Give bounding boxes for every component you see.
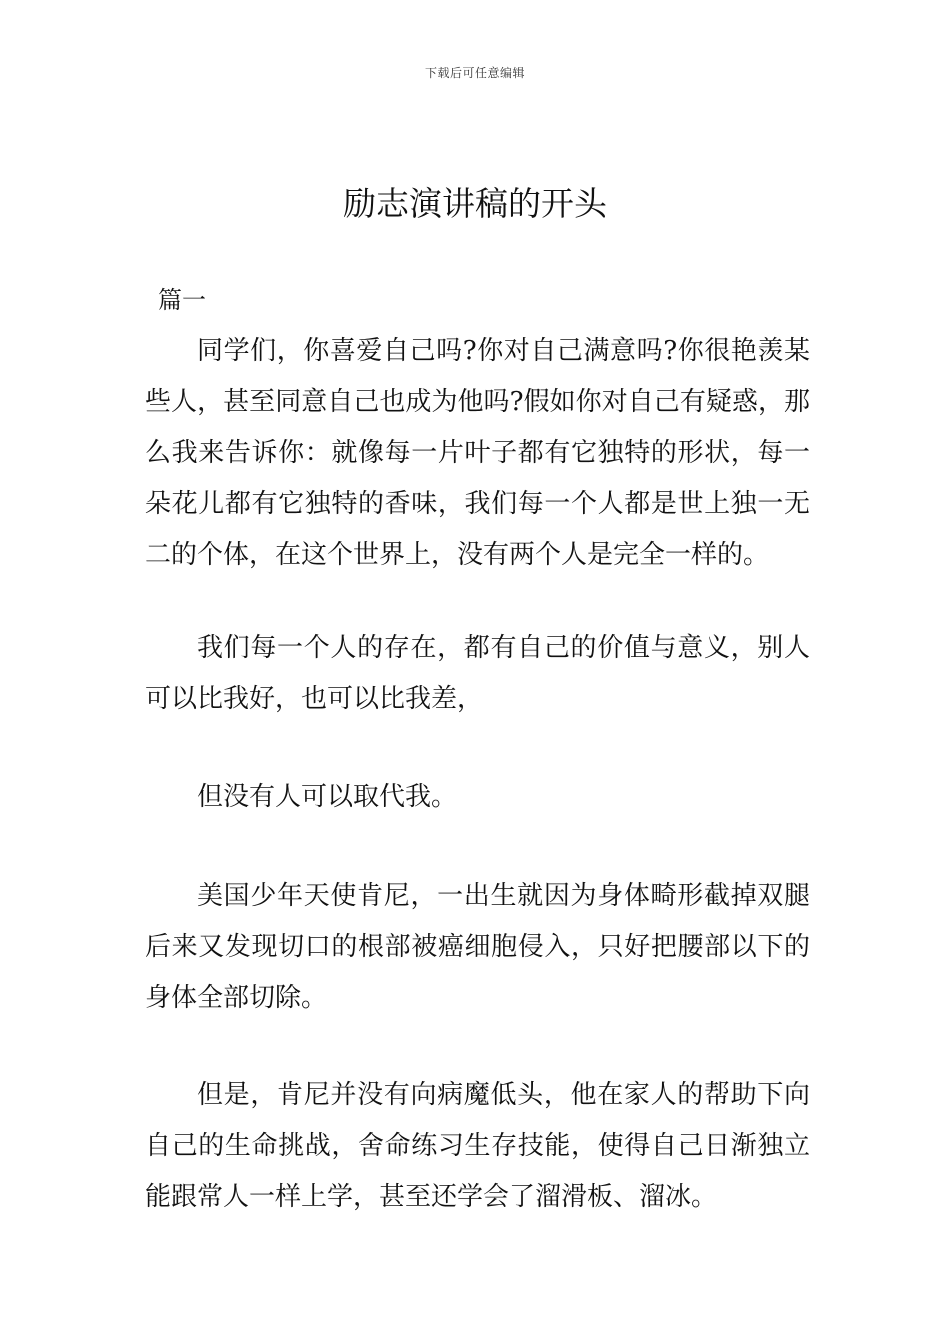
paragraph-5: 但是，肯尼并没有向病魔低头，他在家人的帮助下向自己的生命挑战，舍命练习生存技能，使得自己日渐独立能跟常人一样上学，甚至还学会了溜滑板、溜冰。: [145, 1080, 810, 1212]
paragraph-1: 同学们，你喜爱自己吗?你对自己满意吗?你很艳羡某些人，甚至同意自己也成为他吗?假如你对自己有疑惑，那么我来告诉你：就像每一片叶子都有它独特的形状，每一朵花儿都有它独特的香味，我们每一个人都是世上独一无二的个体，在这个世界上，没有两个人是完全一样的。: [145, 336, 810, 570]
document-title: 励志演讲稿的开头: [343, 184, 607, 223]
paragraph-3: 但没有人可以取代我。: [197, 782, 458, 812]
section-label: 篇一: [158, 286, 206, 314]
page-header-note: 下载后可任意编辑: [424, 66, 525, 80]
paragraph-2: 我们每一个人的存在，都有自己的价值与意义，别人可以比我好，也可以比我差，: [145, 633, 810, 714]
paragraph-4: 美国少年天使肯尼，一出生就因为身体畸形截掉双腿后来又发现切口的根部被癌细胞侵入，只好把腰部以下的身体全部切除。: [145, 881, 810, 1013]
